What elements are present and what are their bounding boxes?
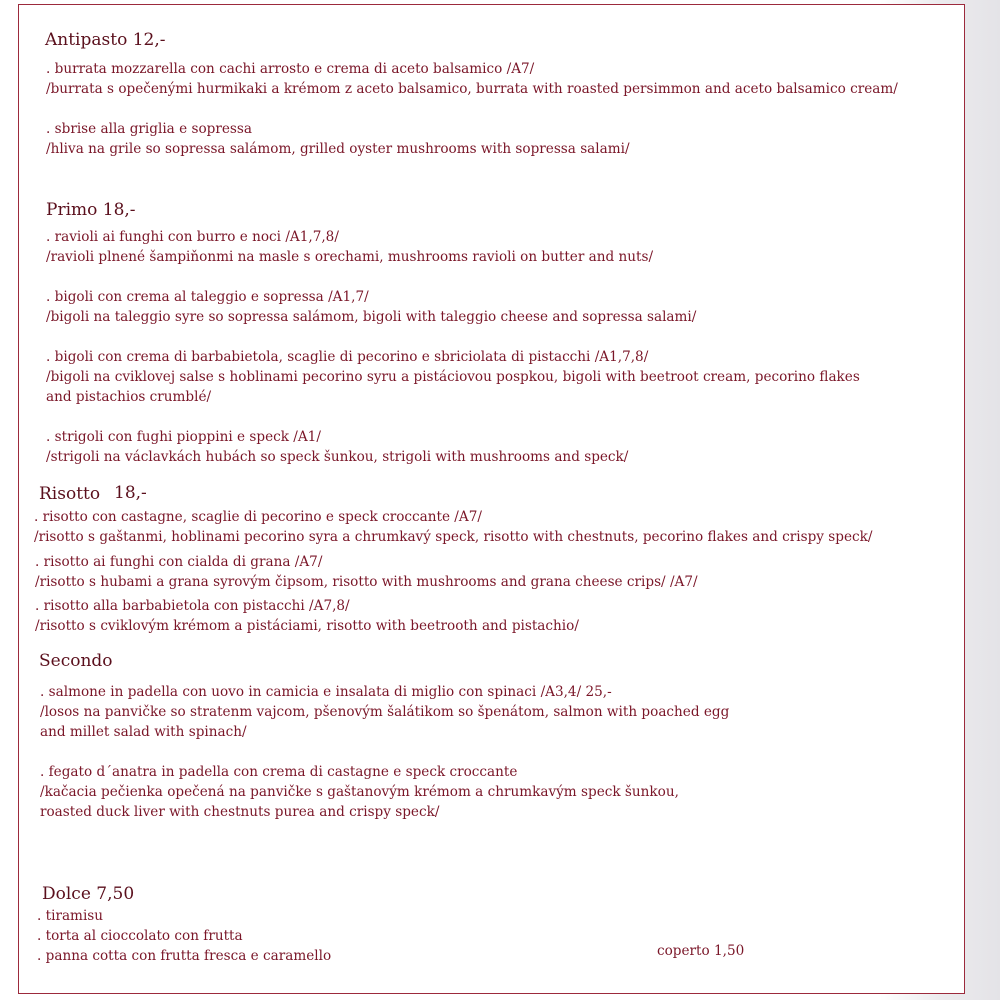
dolce-list <box>37 906 331 966</box>
dish-translation-line: /losos na panvičke so stratenm vajcom, pšenovým šalátikom so špenátom, salmon with poached egg <box>40 704 730 720</box>
primo-dish-bigoli-taleggio <box>46 287 696 327</box>
dish-italian-line: . salmone in padella con uovo in camicia e insalata di miglio con spinaci /A3,4/ 25,- <box>40 684 612 700</box>
dolce-item-torta: . torta al cioccolato con frutta <box>37 928 243 944</box>
dolce-item-tiramisu: . tiramisu <box>37 908 104 924</box>
dish-translation-line: /risotto s hubami a grana syrovým čipsom, risotto with mushrooms and grana cheese crips/ /A7/ <box>35 574 698 590</box>
dish-translation-line: and pistachios crumblé/ <box>46 389 212 405</box>
dish-italian-line: . risotto ai funghi con cialda di grana /A7/ <box>35 554 323 570</box>
dish-translation-line: /ravioli plnené šampiňonmi na masle s orechami, mushrooms ravioli on butter and nuts/ <box>46 249 654 265</box>
risotto-price: 18,- <box>114 483 147 503</box>
secondo-dish-fegato <box>40 762 679 822</box>
antipasto-dish-burrata <box>46 59 898 99</box>
dish-italian-line: . fegato d´anatra in padella con crema di castagne e speck croccante <box>40 764 518 780</box>
primo-dish-ravioli <box>46 227 653 267</box>
dish-translation-line: and millet salad with spinach/ <box>40 724 247 740</box>
antipasto-dish-sbrise <box>46 119 630 159</box>
dish-italian-line: . risotto alla barbabietola con pistacchi /A7,8/ <box>35 598 350 614</box>
risotto-heading: Risotto <box>39 484 101 504</box>
dish-italian-line: . sbrise alla griglia e sopressa <box>46 121 252 137</box>
dish-italian-line: . bigoli con crema di barbabietola, scaglie di pecorino e sbriciolata di pistacchi /A1,7,8/ <box>46 349 649 365</box>
coperto-price: coperto 1,50 <box>657 943 745 959</box>
secondo-heading: Secondo <box>39 651 113 671</box>
dish-italian-line: . ravioli ai funghi con burro e noci /A1,7,8/ <box>46 229 339 245</box>
primo-dish-strigoli <box>46 427 628 467</box>
dish-italian-line: . risotto con castagne, scaglie di pecorino e speck croccante /A7/ <box>34 509 482 525</box>
dish-italian-line: . bigoli con crema al taleggio e sopressa /A1,7/ <box>46 289 369 305</box>
dish-translation-line: /burrata s opečenými hurmikaki a krémom z aceto balsamico, burrata with roasted persimmon and aceto balsamico cream/ <box>46 81 898 97</box>
risotto-dish-funghi <box>35 552 698 592</box>
dolce-item-panna-cotta: . panna cotta con frutta fresca e caramello <box>37 948 332 964</box>
dish-translation-line: /risotto s cviklovým krémom a pistáciami, risotto with beetrooth and pistachio/ <box>35 618 579 634</box>
risotto-dish-castagne <box>34 507 872 547</box>
primo-dish-bigoli-barbabietola <box>46 347 860 407</box>
dish-translation-line: /strigoli na václavkách hubách so speck šunkou, strigoli with mushrooms and speck/ <box>46 449 629 465</box>
dish-translation-line: /risotto s gaštanmi, hoblinami pecorino syra a chrumkavý speck, risotto with chestnuts, pecorino flakes and crispy speck/ <box>34 529 873 545</box>
antipasto-heading: Antipasto 12,- <box>45 30 166 50</box>
secondo-dish-salmone <box>40 682 729 742</box>
dish-translation-line: roasted duck liver with chestnuts purea and crispy speck/ <box>40 804 440 820</box>
dish-italian-line: . burrata mozzarella con cachi arrosto e crema di aceto balsamico /A7/ <box>46 61 535 77</box>
dish-translation-line: /bigoli na cviklovej salse s hoblinami pecorino syru a pistáciovou pospkou, bigoli with beetroot cream, pecorino flakes <box>46 369 860 385</box>
risotto-dish-barbabietola <box>35 596 579 636</box>
dish-translation-line: /kačacia pečienka opečená na panvičke s gaštanovým krémom a chrumkavým speck šunkou, <box>40 784 679 800</box>
dish-translation-line: /hliva na grile so sopressa salámom, grilled oyster mushrooms with sopressa salami/ <box>46 141 630 157</box>
primo-heading: Primo 18,- <box>46 200 136 220</box>
dish-italian-line: . strigoli con fughi pioppini e speck /A1/ <box>46 429 321 445</box>
dish-translation-line: /bigoli na taleggio syre so sopressa salámom, bigoli with taleggio cheese and sopressa salami/ <box>46 309 697 325</box>
dolce-heading: Dolce 7,50 <box>42 884 135 904</box>
